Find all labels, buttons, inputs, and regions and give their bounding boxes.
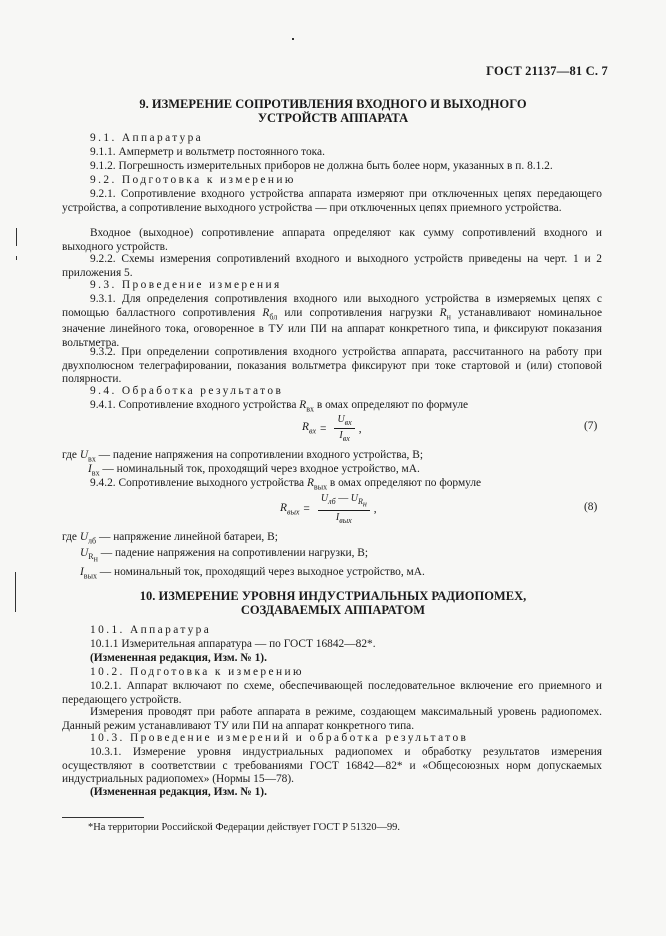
section-10-title-line1: 10. ИЗМЕРЕНИЕ УРОВНЯ ИНДУСТРИАЛЬНЫХ РАДИОПОМЕХ,	[139, 589, 527, 603]
clause-9-2-1: 9.2.1. Сопротивление входного устройства аппарата измеряют при отключенных цепях передающего устройства, а сопротивление выходного устройства — при отключенных цепях приемного устройства.	[62, 188, 602, 214]
def-i-vx: $I_{вх}$ — номинальный ток, проходящий через входное устройство, мА.	[88, 463, 420, 478]
formula-8-number: (8)	[584, 501, 598, 513]
clause-9-2-2: 9.2.2. Схемы измерения сопротивлений входного и выходного устройств приведены на черт. 1 и 2 приложения 5.	[62, 253, 602, 279]
section-9-title-line1: 9. ИЗМЕРЕНИЕ СОПРОТИВЛЕНИЯ ВХОДНОГО И ВЫХОДНОГО	[139, 97, 527, 111]
clause-9-3: 9.3. Проведение измерения	[90, 279, 282, 291]
margin-mark	[16, 228, 17, 246]
clause-9-3-1: 9.3.1. Для определения сопротивления входного или выходного устройства в измеряемых цепях с помощью балластного сопротивления $R_{бл}$ или сопротивления нагрузки $R_н$ устанавливают номинальное значение линейного тока, оговоренное в ТУ или ПИ на аппарат конкретного типа, и фиксируют показания вольтметра.	[62, 293, 602, 350]
clause-9-1-2: 9.1.2. Погрешность измерительных приборов не должна быть более норм, указанных в п. 8.1.2.	[90, 160, 553, 172]
clause-9-4: 9.4. Обработка результатов	[90, 385, 284, 397]
clause-9-2-1-cont: Входное (выходное) сопротивление аппарата определяют как сумму сопротивлений входного и выходного устройств.	[62, 227, 602, 253]
page-header-code: ГОСТ 21137—81 С. 7	[486, 64, 608, 78]
clause-9-1: 9.1. Аппаратура	[90, 132, 204, 144]
footnote-rule	[62, 817, 144, 818]
clause-10-1-1-note: (Измененная редакция, Изм. № 1).	[90, 652, 267, 664]
clause-10-2: 10.2. Подготовка к измерению	[90, 666, 304, 678]
clause-9-3-2: 9.3.2. При определении сопротивления входного устройства аппарата, рассчитанного на работу при двухполюсном телеграфировании, показания вольтметра фиксируют при токе стартовой и (или) стоповой полярности.	[62, 346, 602, 386]
clause-10-2-1-cont: Измерения проводят при работе аппарата в режиме, создающем максимальный уровень радиопомех. Данный режим устанавливают ТУ или ПИ на аппарат конкретного типа.	[62, 706, 602, 732]
clause-9-4-2: 9.4.2. Сопротивление выходного устройства $R_{вых}$ в омах определяют по формуле	[90, 477, 482, 492]
clause-10-3-1: 10.3.1. Измерение уровня индустриальных радиопомех и обработку результатов измерения осуществляют в соответствии с требованиями ГОСТ 16842—82* и «Общесоюзных норм допускаемых индустриальных радиопомех» (Нормы 15—78).	[62, 746, 602, 786]
formula-7-number: (7)	[584, 420, 598, 432]
clause-10-2-1: 10.2.1. Аппарат включают по схеме, обеспечивающей последовательное включение его приемного и передающего устройств.	[62, 680, 602, 706]
def-u-vx: где $U_{вх}$ — падение напряжения на сопротивлении входного устройства, В;	[62, 449, 424, 464]
clause-10-1-1: 10.1.1 Измерительная аппаратура — по ГОСТ 16842—82*.	[90, 638, 376, 650]
margin-mark	[16, 256, 17, 260]
def-u-lb: где $U_{лб}$ — напряжение линейной батареи, В;	[62, 531, 278, 546]
section-10-title-line2: СОЗДАВАЕМЫХ АППАРАТОМ	[240, 603, 426, 617]
section-9-title-line2: УСТРОЙСТВ АППАРАТА	[257, 111, 409, 125]
clause-9-2: 9.2. Подготовка к измерению	[90, 174, 296, 186]
clause-10-3-1-note: (Измененная редакция, Изм. № 1).	[90, 786, 267, 798]
formula-8: $R_{вых}$ = $\frac{U_{лб} — U_{R_н}}{I_{вых}}$ ,	[280, 493, 377, 525]
margin-mark	[15, 572, 16, 612]
formula-7: $R_{вх}$ = $\frac{U_{вх}}{I_{вх}}$ ,	[302, 414, 362, 443]
clause-9-4-1: 9.4.1. Сопротивление входного устройства $R_{вх}$ в омах определяют по формуле	[90, 399, 469, 414]
footnote: *На территории Российской Федерации действует ГОСТ Р 51320—99.	[88, 822, 400, 833]
def-u-rn: $U_{R_н}$ — падение напряжения на сопротивлении нагрузки, В;	[80, 547, 369, 564]
def-i-vyh: $I_{вых}$ — номинальный ток, проходящий через выходное устройство, мА.	[80, 566, 425, 581]
scan-dot	[292, 38, 294, 40]
clause-10-1: 10.1. Аппаратура	[90, 624, 212, 636]
clause-9-1-1: 9.1.1. Амперметр и вольтметр постоянного тока.	[90, 146, 325, 158]
clause-10-3: 10.3. Проведение измерений и обработка результатов	[90, 732, 469, 744]
